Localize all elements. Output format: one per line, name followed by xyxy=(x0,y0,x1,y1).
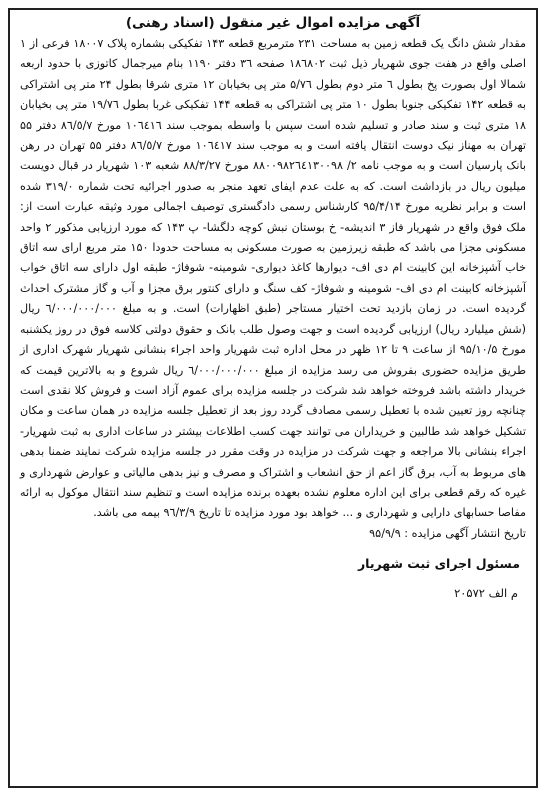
publication-date: تاریخ انتشار آگهی مزایده : ۹۵/۹/۹ xyxy=(369,526,526,540)
notice-body: مقدار شش دانگ یک قطعه زمین به مساحت ۲۳۱ مترمربع قطعه ۱۴۳ تفکیکی بشماره پلاک ۱۸۰۰۷ فرعی از ۱ اصلی واقع در هفت جوی شهریار ذیل ثبت ۱۸٦٨٠٢ صفحه ٣٦ دفتر ۱۱۹۰ بنام میرجمال کاتوزی با حدود اربعه شمالا اول بصورت پخ بطول ٦ متر دوم بطول ۵/٧٦ متر پی بخیابان ۱۲ متری شرقا بطول ۲۴ متر پی اشتراکی به قطعه ۱۴۲ تفکیکی جنوبا بطول ۱۰ متر پی اشتراکی به قطعه ۱۴۴ تفکیکی غربا بطول ۱۹/٧٦ متر پی بخیابان ۱۸ متری ثبت و سند صادر و تسلیم شده است سپس با واسطه بموجب سند ۱۰٦٤١٦ مورخ ٨٦/٥/٧ دفتر ۵۵ تهران به مهناز نیک دوست انتقال یافته است و به موجب سند ۱۰٦٤١٧ مورخ ٨٦/٥/٧ دفتر ۵۵ تهران در رهن بانک پارسیان است و به موجب نامه ۲/ ۸۸۰۰۹۸۲٦٤۱۳۰۰۹۸ مورخ ۸۸/۳/۲۷ شعبه ۱۰۳ شهریار در قبال دویست میلیون ریال در بازداشت است. که به علت عدم ایفای تعهد منجر به صدور اجرائیه تحت شماره ۳۱۹/۰ شده است و برابر نظریه مورخ ۹۵/۴/۱۴ کارشناس رسمی دادگستری توصیف اجمالی مورد وثیقه عبارت است از: ملک فوق واقع در شهریار فاز ۳ اندیشه- خ بوستان نبش کوچه دلگشا- پ ۱۴۳ که مورد ارزیابی مذکور ۲ واحد مسکونی مجزا می باشد که طبقه زیرزمین به صورت مسکونی به مساحت حدودا ۱۵۰ متر مربع ارای سه اتاق خاب آشپزخانه این کابینت ام دی اف- دیوارها کاغذ دیواری- شومینه- شوفاژ- طبقه اول دارای سه اتاق خواب آشپزخانه کابینت ام دی اف- شومینه و شوفاژ- کف سنگ و دارای کنتور برق مجزا و آب و گاز مشترک احداث گردیده است. در زمان بازدید تحت اختیار مستاجر (طبق اظهارات) است. و به مبلغ ٦/٠٠٠/٠٠٠/٠٠٠ ریال (شش میلیارد ریال) ارزیابی گردیده است و جهت وصول طلب بانک و حقوق دولتی کلاسه فوق در روز یکشنبه مورخ ۹۵/۱۰/۵ از ساعت ۹ تا ۱۲ ظهر در محل اداره ثبت شهریار واحد اجراء بنشانی شهریار شهرک اداری از طریق مزایده حضوری بفروش می رسد مزایده از مبلغ ٦/٠٠٠/٠٠٠/٠٠٠ ریال شروع و به بالاترین قیمت که خریدار داشته باشد فروخته خواهد شد شرکت در جلسه مزایده برای عموم آزاد است و فروش کلا نقدی است چنانچه روز تعیین شده با تعطیل رسمی مصادف گردد روز بعد از تعطیل جلسه مزایده در همان ساعت و مکان تشکیل خواهد شد طالبین و خریداران می توانند جهت کسب اطلاعات بیشتر در ساعات اداری به ثبت شهریار- اجراء بنشانی بالا مراجعه و جهت شرکت در مزایده در وقت مقرر در جلسه مزایده شرکت نمایند ضمنا بدهی های مربوط به آب، برق گاز اعم از حق انشعاب و اشتراک و مصرف و نیز بدهی مالیاتی و عوارض شهرداری و غیره که رقم قطعی برای این اداره معلوم نشده بعهده برنده مزایده است و تنظیم سند انتقال موکول به ارائه مفاصا حسابهای دارایی و شهرداری و ... خواهد بود مورد مزایده تا تاریخ ۹٦/٣/٩ بیمه می باشد. xyxy=(20,37,527,520)
notice-code: م الف ۲۰۵۷۲ xyxy=(454,585,518,600)
auction-notice xyxy=(8,8,538,788)
signature: مسئول اجرای ثبت شهریار xyxy=(357,555,520,571)
notice-title: آگهی مزایده اموال غیر منقول (اسناد رهنی) xyxy=(125,15,421,31)
